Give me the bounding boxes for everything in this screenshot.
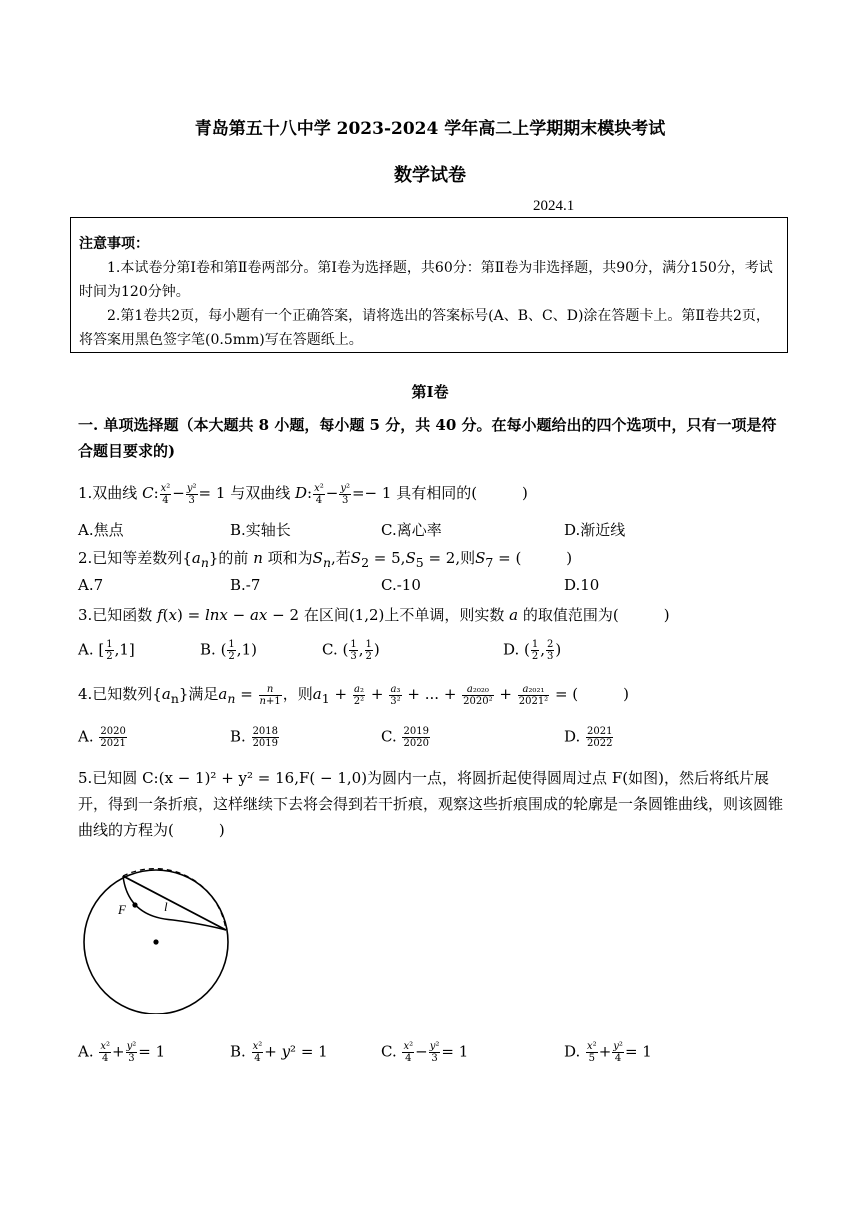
q2-option-d: D.10 [564,576,600,594]
section-heading: 第Ⅰ卷 [411,383,449,401]
q1-option-a: A.焦点 [78,521,124,539]
notice-heading: 注意事项： [79,236,149,252]
q2-option-c: C.-10 [381,576,421,594]
crease-line-l [123,876,226,930]
q2-option-b: B.-7 [230,576,261,594]
circle-center [153,939,158,944]
question-3-stem: 3.已知函数 f(x) = lnx − ax − 2 在区间(1,2)上不单调，则实数 a 的取值范围为( ) [78,606,670,624]
exam-date: 2024.1 [533,198,575,214]
q3-option-a: A. [ $\frac{1}{2}$ ,1] [78,639,135,662]
q2-option-a: A.7 [78,576,104,594]
q3-option-d: D. ( $\frac{1}{2}$ , $\frac{2}{3}$ ) [503,639,562,662]
question-5-stem: 5.已知圆 C:(x − 1)² + y² = 16,F( − 1,0)为圆内一点，将圆折起使得圆周过点 F(如图)，然后将纸片展开，得到一条折痕，这样继续下去将会得到若干折痕，观察这些折痕围成的轮廓是一条圆锥曲线，则该圆锥曲线的方程为( ) [78,769,784,839]
question-4-stem: 4.已知数列$\{a_n\}$满足$a_n$ = $\frac{n}{n+1}$ ，则$a_1$ + $\frac{\text{a₂}}{\text{2²}}$ + $\frac{\text{a₃}}{\text{3²}}$ + ... + $\frac{\text{a₂₀₂₀}}{\text{2020²}}$ + $\frac{\text{a₂₀₂₁}}{\text{2021²}}$ = ( ) [78,683,630,707]
q4-option-d: D. $\frac{2021}{2022}$ [564,726,613,749]
question-1-stem: 1.双曲线 C: $\frac{\text{x²}}{4}$ − $\frac{\text{y²}}{3}$ = 1 与双曲线 D: $\frac{\text{x²}}{4}$ − $\frac{\text{y²}}{3}$ =− 1 具有相同的( ) [78,482,528,506]
point-f [132,902,137,907]
q5-option-c: C. $\frac{\text{x²}}{4}$ − $\frac{\text{y²}}{3}$ = 1 [381,1041,469,1064]
q5-option-d: D. $\frac{\text{x²}}{5}$ + $\frac{\text{y²}}{4}$ = 1 [564,1041,652,1064]
q4-option-c: C. $\frac{2019}{2020}$ [381,726,429,749]
notice-box [70,217,788,353]
q3-option-c: C. ( $\frac{1}{3}$ , $\frac{1}{2}$ ) [322,639,380,662]
q5-option-a: A. $\frac{\text{x²}}{4}$ + $\frac{\text{y²}}{3}$ = 1 [78,1041,166,1064]
question-2-stem: 2.已知等差数列$\{a_n\}$的前 n 项和为$S_n$,若$S_2 = 5,S_5 = 2$,则$S_7$ = ( ) [78,549,573,570]
notice-item-1: 1.本试卷分第Ⅰ卷和第Ⅱ卷两部分。第Ⅰ卷为选择题，共60分：第Ⅱ卷为非选择题，共90分，满分150分，考试时间为120分钟。 [79,260,773,300]
q1-option-c: C.离心率 [381,521,442,539]
q3-option-b: B. ( $\frac{1}{2}$ ,1) [200,639,257,662]
q4-option-b: B. $\frac{2018}{2019}$ [230,726,279,749]
q5-option-b: B. $\frac{\text{x²}}{4}$ + y² = 1 [230,1041,328,1064]
label-f: F [118,902,126,917]
exam-title: 青岛第五十八中学 2023-2024 学年高二上学期期末模块考试 [194,119,666,139]
q1-option-d: D.渐近线 [564,521,626,539]
q1-option-b: B.实轴长 [230,521,291,539]
notice-item-2: 2.第1卷共2页，每小题有一个正确答案，请将选出的答案标号(A、B、C、D)涂在答题卡上。第Ⅱ卷共2页，将答案用黑色签字笔(0.5mm)写在答题纸上。 [79,308,770,348]
part-instructions: 一. 单项选择题（本大题共 8 小题，每小题 5 分，共 40 分。在每小题给出的四个选项中，只有一项是符合题目要求的) [78,416,777,460]
q4-option-a: A. $\frac{2020}{2021}$ [78,726,126,749]
fold-circle-figure [78,862,238,1014]
exam-subtitle: 数学试卷 [394,165,466,186]
label-l: l [164,899,168,914]
